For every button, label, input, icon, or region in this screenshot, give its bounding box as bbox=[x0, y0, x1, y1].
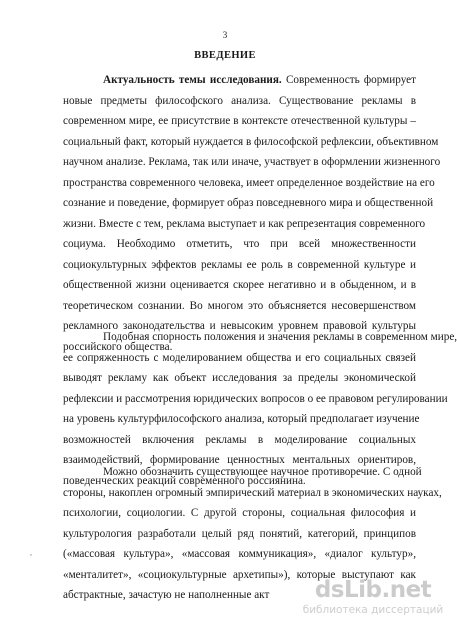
watermark-tagline: библиотека диссертаций bbox=[302, 604, 444, 616]
section-heading: ВВЕДЕНИЕ bbox=[194, 50, 256, 61]
text-line: Подобная спорность положения и значения рекламы в современном мире, bbox=[103, 331, 457, 343]
first-line-text: Современность формирует bbox=[281, 74, 416, 86]
text-line: современном мире, ее присутствие в контексте отечественной культуры – bbox=[63, 115, 416, 127]
text-line: на уровень культурфилософского анализа, который предполагает изучение bbox=[63, 413, 420, 425]
text-line: общественной жизни оценивается скорее негативно и в обыденном, и в bbox=[63, 279, 416, 291]
text-line: («массовая культура», «массовая коммуникация», «диалог культур», bbox=[63, 548, 416, 560]
text-line: психологии, социологии. С другой стороны, социальная философия и bbox=[63, 507, 416, 519]
text-line: взаимодействий, формирование ценностных ментальных ориентиров, bbox=[63, 454, 416, 466]
text-line: стороны, накоплен огромный эмпирический материал в экономических науках, bbox=[63, 486, 442, 499]
text-line: выводят рекламу как объект исследования за пределы экономической bbox=[63, 372, 416, 384]
text-line: поведенческих реакций современного россиянина. bbox=[63, 474, 306, 487]
text-line: абстрактные, зачастую не наполненные акт bbox=[63, 589, 270, 601]
text-line: жизни. Вместе с тем, реклама выступает и как репрезентация современного bbox=[63, 217, 426, 230]
watermark bbox=[300, 576, 446, 620]
paragraph-relevance bbox=[63, 70, 457, 357]
text-line: новые предметы философского анализа. Существование рекламы в bbox=[63, 94, 416, 107]
text-line: рекламного законодательства и невысоким уровнем правовой культуры bbox=[63, 320, 416, 332]
text-line: социума. Необходимо отметить, что при всей множественности bbox=[63, 238, 416, 250]
text-line: рефлексии и рассмотрения юридических вопросов о ее правовом регулировании bbox=[63, 392, 448, 405]
text-line: научном анализе. Реклама, так или иначе, участвует в оформлении жизненного bbox=[63, 156, 441, 168]
text-line: Можно обозначить существующее научное противоречие. С одной bbox=[103, 466, 422, 478]
text-line: теоретическом сознании. Во многом это объясняется несовершенством bbox=[63, 299, 416, 312]
text-line: сознание и поведение, формирует образ повседневного мира и общественной bbox=[63, 197, 434, 209]
text-line: культурология разработали целый ряд понятий, категорий, принципов bbox=[63, 527, 416, 540]
text-line: возможностей включения рекламы в моделирование социальных bbox=[63, 433, 416, 446]
watermark-logo: dsLib.net bbox=[314, 577, 432, 603]
text-line: ее сопряженность с моделированием общества и его социальных связей bbox=[63, 351, 416, 364]
text-line: российского общества. bbox=[63, 340, 173, 353]
stray-mark: , bbox=[30, 548, 32, 557]
paragraph-first-line bbox=[63, 70, 416, 91]
text-line: социокультурных эффектов рекламы ее роль в современной культуре и bbox=[63, 258, 416, 271]
text-line: пространства современного человека, имеет определенное воздействие на его bbox=[63, 176, 435, 189]
text-line: социальный факт, который нуждается в философской рефлексии, объективном bbox=[63, 135, 439, 148]
relevance-label: Актуальность темы исследования. bbox=[103, 74, 282, 86]
page-number: 3 bbox=[222, 30, 228, 40]
text-line: «менталитет», «социокультурные архетипы»), которые выступают как bbox=[63, 568, 416, 581]
